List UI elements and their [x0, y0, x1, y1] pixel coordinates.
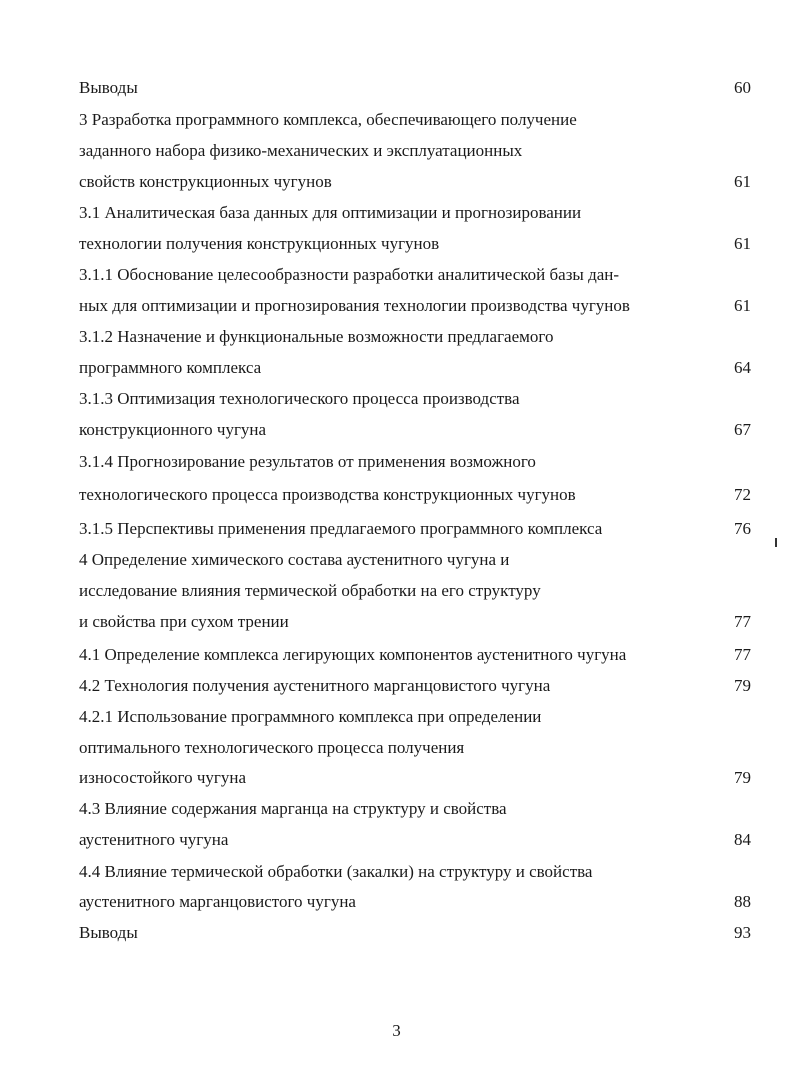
toc-entry-text: 4.2.1 Использование программного комплекса при определении [79, 707, 542, 726]
margin-mark [775, 538, 777, 547]
toc-entry-page-number: 79 [734, 676, 751, 695]
toc-entry-text: 3.1.1 Обоснование целесообразности разработки аналитической базы дан- [79, 265, 620, 284]
toc-entry-text: 3 Разработка программного комплекса, обеспечивающего получение [79, 110, 577, 129]
toc-entry-text: конструкционного чугуна [79, 420, 267, 439]
toc-entry-text: и свойства при сухом трении [79, 612, 289, 631]
toc-entry-text: свойств конструкционных чугунов [79, 172, 332, 191]
toc-entry-text: 4.4 Влияние термической обработки (закалки) на структуру и свойства [79, 862, 593, 881]
toc-entry-page-number: 77 [734, 612, 751, 631]
toc-entry-text: программного комплекса [79, 358, 262, 377]
toc-entry-page-number: 60 [734, 78, 751, 97]
toc-entry-text: 3.1.2 Назначение и функциональные возможности предлагаемого [79, 327, 554, 346]
toc-entry-text: технологического процесса производства конструкционных чугунов [79, 485, 576, 504]
toc-entry-text: ных для оптимизации и прогнозирования технологии производства чугунов [79, 296, 630, 315]
toc-entry-text: Выводы [79, 78, 138, 97]
toc-entry-text: 4.1 Определение комплекса легирующих компонентов аустенитного чугуна [79, 645, 627, 664]
toc-entry-page-number: 61 [734, 172, 751, 191]
toc-entry-text: Выводы [79, 923, 138, 942]
toc-entry-page-number: 61 [734, 296, 751, 315]
toc-entry-page-number: 61 [734, 234, 751, 253]
toc-entry-text: 3.1.5 Перспективы применения предлагаемого программного комплекса [79, 519, 603, 538]
toc-entry-page-number: 79 [734, 768, 751, 787]
toc-entry-text: износостойкого чугуна [79, 768, 247, 787]
toc-entry-text: оптимального технологического процесса получения [79, 738, 465, 757]
toc-entry-text: 4.3 Влияние содержания марганца на структуру и свойства [79, 799, 507, 818]
toc-entry-page-number: 67 [734, 420, 751, 439]
toc-entry-text: 3.1 Аналитическая база данных для оптимизации и прогнозировании [79, 203, 582, 222]
toc-entry-text: заданного набора физико-механических и эксплуатационных [79, 141, 523, 160]
toc-entry-page-number: 84 [734, 830, 751, 849]
toc-entry-text: 3.1.3 Оптимизация технологического процесса производства [79, 389, 520, 408]
toc-entry-page-number: 64 [734, 358, 751, 377]
toc-entry-text: 4 Определение химического состава аустенитного чугуна и [79, 550, 510, 569]
toc-entry-text: аустенитного чугуна [79, 830, 229, 849]
toc-entry-page-number: 76 [734, 519, 751, 538]
toc-entry-text: аустенитного марганцовистого чугуна [79, 892, 356, 911]
page-number: 3 [392, 1021, 401, 1040]
toc-entry-text: 4.2 Технология получения аустенитного марганцовистого чугуна [79, 676, 551, 695]
toc-entry-page-number: 93 [734, 923, 751, 942]
toc-entry-page-number: 72 [734, 485, 751, 504]
toc-entry-page-number: 77 [734, 645, 751, 664]
toc-entry-text: исследование влияния термической обработки на его структуру [79, 581, 541, 600]
toc-entry-text: технологии получения конструкционных чугунов [79, 234, 440, 253]
toc-entry-text: 3.1.4 Прогнозирование результатов от применения возможного [79, 452, 536, 471]
toc-entry-page-number: 88 [734, 892, 751, 911]
